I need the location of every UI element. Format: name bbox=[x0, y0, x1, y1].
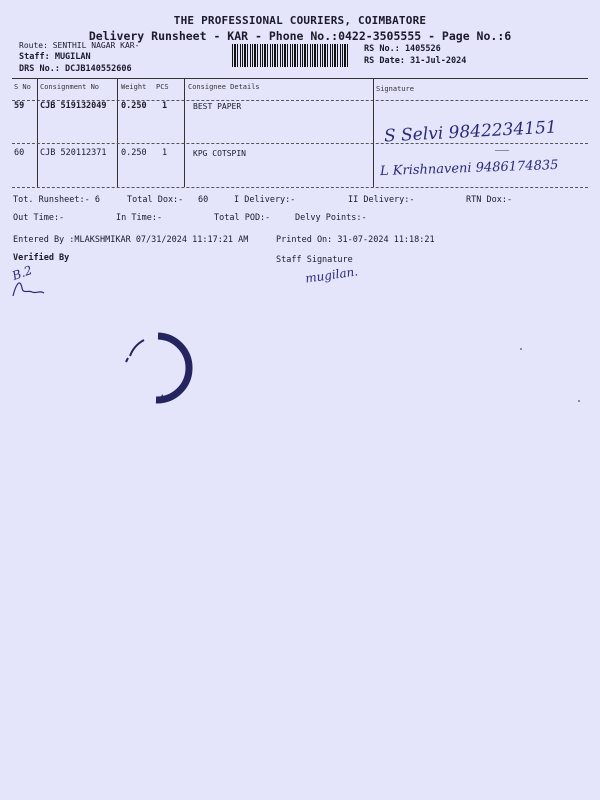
rs-date: RS Date: 31-Jul-2024 bbox=[364, 56, 467, 66]
row-consignment: CJB 520112371 bbox=[40, 148, 107, 158]
ii-delivery: II Delivery:- bbox=[348, 195, 415, 205]
col-signature: Signature bbox=[376, 85, 414, 93]
signature-handwriting: L Krishnaveni 9486174835 bbox=[379, 157, 559, 180]
delvy-points: Delvy Points:- bbox=[295, 213, 367, 223]
col-divider bbox=[37, 79, 38, 187]
runsheet-title: Delivery Runsheet - KAR - Phone No.:0422-3505555 - Page No.:6 bbox=[88, 29, 512, 43]
row-consignee: KPG COTSPIN bbox=[193, 149, 246, 158]
row-rule bbox=[12, 143, 588, 144]
row-pcs: 1 bbox=[162, 148, 168, 158]
verified-scribble bbox=[8, 272, 48, 302]
col-weight: Weight bbox=[121, 83, 147, 91]
entered-by: Entered By :MLAKSHMIKAR 07/31/2024 11:17:21 AM bbox=[13, 235, 249, 245]
company-stamp bbox=[118, 328, 208, 408]
verified-by: Verified By bbox=[13, 253, 70, 263]
total-dox-label: Total Dox:- bbox=[127, 195, 184, 205]
staff-signature-handwriting: mugilan. bbox=[304, 264, 359, 286]
staff-label: Staff: MUGILAN bbox=[19, 52, 91, 62]
verified-handwriting: B.2 bbox=[10, 262, 35, 284]
scan-mark bbox=[520, 348, 522, 350]
row-sno: 59 bbox=[14, 101, 25, 111]
row-consignment: CJB 519132049 bbox=[40, 101, 107, 111]
signature-handwriting: S Selvi 9842234151 bbox=[383, 117, 558, 147]
col-divider bbox=[373, 79, 374, 187]
col-consignment: Consignment No bbox=[40, 83, 100, 91]
table-bottom-rule bbox=[12, 187, 588, 188]
route-label: Route: SENTHIL NAGAR KAR- bbox=[19, 41, 140, 50]
col-divider bbox=[117, 79, 118, 187]
total-pod: Total POD:- bbox=[214, 213, 271, 223]
scan-mark bbox=[495, 150, 509, 151]
tot-runsheet: Tot. Runsheet:- 6 bbox=[13, 195, 100, 205]
table-top-rule bbox=[12, 78, 588, 79]
i-delivery: I Delivery:- bbox=[234, 195, 296, 205]
in-time: In Time:- bbox=[116, 213, 163, 223]
barcode bbox=[232, 44, 350, 67]
col-pcs: PCS bbox=[156, 83, 169, 91]
row-pcs: 1 bbox=[162, 101, 168, 111]
row-weight: 0.250 bbox=[121, 148, 147, 158]
total-dox-value: 60 bbox=[198, 195, 209, 205]
out-time: Out Time:- bbox=[13, 213, 65, 223]
row-weight: 0.250 bbox=[121, 101, 147, 111]
row-consignee: BEST PAPER bbox=[193, 102, 242, 111]
printed-on: Printed On: 31-07-2024 11:18:21 bbox=[276, 235, 435, 245]
scan-mark bbox=[578, 400, 580, 402]
rtn-dox: RTN Dox:- bbox=[466, 195, 513, 205]
drs-number: DRS No.: DCJB140552606 bbox=[19, 64, 132, 74]
staff-signature: Staff Signature bbox=[276, 255, 353, 265]
row-sno: 60 bbox=[14, 148, 25, 158]
company-title: THE PROFESSIONAL COURIERS, COIMBATORE bbox=[173, 14, 427, 27]
col-sno: S No bbox=[14, 83, 31, 91]
rs-number: RS No.: 1405526 bbox=[364, 44, 441, 54]
col-consignee: Consignee Details bbox=[188, 83, 260, 91]
col-divider bbox=[184, 79, 185, 187]
